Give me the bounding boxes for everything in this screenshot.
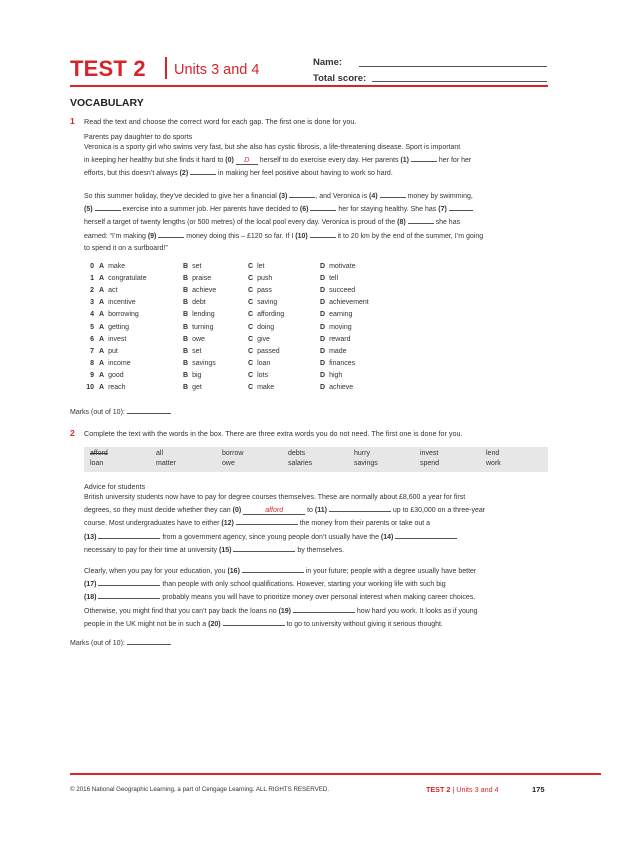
- title-divider: [165, 57, 167, 79]
- option-c[interactable]: [248, 275, 272, 282]
- option-letter: B: [183, 299, 189, 307]
- option-d[interactable]: [320, 275, 338, 282]
- answer-gap-16[interactable]: [242, 565, 304, 573]
- footer-rule: [70, 773, 601, 775]
- question-1-paragraph-2: So this summer holiday, they’ve decided to give her a financial (3) , and Veronica is (4) money by swimming, (5) exercise into a summer job. Her parents have decided to (6) her for staying healthy. She has (7) herself a target of twenty lengths (or 500 metres) of the local pool every day. Veronica is proud of the (8) she has earned: “I’m making (9) money doing this – £120 so far. If I (10) it to 20 km by the end of the summer, I’m going to spend it on a surfboard!”: [84, 190, 548, 255]
- option-d[interactable]: [320, 311, 352, 318]
- option-letter: B: [183, 347, 189, 355]
- question-1-paragraph-1: Veronica is a sporty girl who swims very fast, but she also has cystic fibrosis, a life-threatening disease. Sport is important in keeping her healthy but she finds it hard to (0) D herself to do exercise every day. Her parents (1) her for her efforts, but this doesn’t always (2) in making her feel positive about having to work so hard.: [84, 144, 472, 178]
- option-c[interactable]: [248, 336, 270, 343]
- option-word: good: [108, 371, 124, 379]
- option-d[interactable]: [320, 263, 356, 270]
- option-number: 1: [90, 275, 94, 283]
- option-row: [84, 372, 524, 384]
- option-letter: C: [248, 371, 254, 379]
- answer-gap-9[interactable]: [158, 230, 184, 238]
- option-a[interactable]: [99, 372, 124, 379]
- header-rule: [70, 85, 548, 87]
- option-b[interactable]: [183, 384, 202, 391]
- option-c[interactable]: [248, 299, 277, 306]
- option-c[interactable]: [248, 360, 270, 367]
- option-word: pass: [257, 287, 272, 295]
- word-box-item: all: [156, 450, 164, 457]
- word-box-item: owe: [222, 460, 235, 467]
- option-number: 4: [90, 311, 94, 319]
- answer-gap-8[interactable]: [408, 216, 434, 224]
- option-letter: C: [248, 384, 254, 391]
- answer-gap-2[interactable]: [190, 167, 216, 175]
- option-a[interactable]: [99, 263, 125, 270]
- option-letter: D: [320, 287, 326, 295]
- answer-gap-7[interactable]: [449, 203, 473, 211]
- option-letter: A: [99, 371, 105, 379]
- word-box-item: borrow: [222, 450, 244, 457]
- question-2-number: 2: [70, 428, 75, 438]
- answer-gap-15[interactable]: [233, 544, 295, 552]
- option-letter: D: [320, 299, 326, 307]
- option-letter: B: [183, 287, 189, 295]
- question-2-subheading: Advice for students: [84, 482, 146, 491]
- option-number: 10: [86, 384, 94, 391]
- option-d[interactable]: [320, 348, 347, 355]
- option-b[interactable]: [183, 299, 206, 306]
- option-row: [84, 287, 524, 299]
- answer-gap-18[interactable]: [98, 591, 160, 599]
- answer-gap-20[interactable]: [223, 618, 285, 626]
- word-box-item: lend: [486, 450, 500, 457]
- option-letter: C: [248, 287, 254, 295]
- option-row: [84, 324, 524, 336]
- answer-gap-6[interactable]: [310, 203, 336, 211]
- option-number: 9: [90, 371, 94, 379]
- option-d[interactable]: [320, 360, 355, 367]
- option-a[interactable]: [99, 360, 131, 367]
- option-letter: C: [248, 335, 254, 343]
- option-word: get: [192, 384, 202, 391]
- answer-gap-19[interactable]: [293, 605, 355, 613]
- option-letter: B: [183, 311, 189, 319]
- answer-gap-17[interactable]: [98, 578, 160, 586]
- option-word: put: [108, 347, 118, 355]
- option-row: [84, 336, 524, 348]
- total-score-field[interactable]: [372, 81, 547, 82]
- section-title: VOCABULARY: [70, 97, 144, 109]
- word-box-item: work: [486, 460, 501, 467]
- word-box-item: spend: [420, 460, 440, 467]
- option-letter: D: [320, 347, 326, 355]
- option-letter: A: [99, 384, 105, 391]
- option-word: saving: [257, 299, 278, 307]
- question-2-marks: Marks (out of 10):: [70, 638, 171, 647]
- option-word: moving: [329, 323, 352, 331]
- option-word: turning: [192, 323, 214, 331]
- option-number: 0: [90, 263, 94, 270]
- option-b[interactable]: [183, 360, 216, 367]
- option-word: praise: [192, 275, 212, 283]
- option-letter: B: [183, 323, 189, 331]
- option-c[interactable]: [248, 372, 268, 379]
- option-b[interactable]: [183, 372, 201, 379]
- option-word: income: [108, 359, 131, 367]
- option-word: reward: [329, 335, 351, 343]
- option-word: loan: [257, 359, 271, 367]
- option-letter: C: [248, 323, 254, 331]
- option-d[interactable]: [320, 299, 369, 306]
- option-letter: C: [248, 275, 254, 283]
- option-word: made: [329, 347, 347, 355]
- footer-copyright: © 2016 National Geographic Learning, a part of Cengage Learning. ALL RIGHTS RESERVED.: [70, 786, 330, 793]
- question-2-instruction: Complete the text with the words in the box. There are three extra words you do not need. The first one is done for you.: [84, 429, 463, 438]
- word-box-item: loan: [90, 460, 104, 467]
- option-word: reach: [108, 384, 126, 391]
- question-2-paragraph-2: Clearly, when you pay for your education, you (16) in your future; people with a degree usually have better (17) than people with only school qualifications. However, starting your working life with such big (18) probably means you will have to prioritize money over personal interest when making career choices. Otherwise, you might find that you can’t pay back the loans no (19) how hard you work. It looks as if young people in the UK might not be in such a (20) to go to university without giving it serious thought.: [84, 565, 548, 631]
- option-letter: A: [99, 323, 105, 331]
- option-c[interactable]: [248, 324, 274, 331]
- option-letter: A: [99, 263, 105, 270]
- option-word: make: [108, 263, 126, 270]
- option-c[interactable]: [248, 263, 264, 270]
- option-number: 6: [90, 335, 94, 343]
- option-word: set: [192, 263, 202, 270]
- option-letter: B: [183, 371, 189, 379]
- option-word: lending: [192, 311, 215, 319]
- option-letter: D: [320, 384, 326, 391]
- option-letter: D: [320, 323, 326, 331]
- option-number: 3: [90, 299, 94, 307]
- option-d[interactable]: [320, 336, 350, 343]
- option-word: high: [329, 371, 343, 379]
- option-b[interactable]: [183, 311, 215, 318]
- option-b[interactable]: [183, 263, 201, 270]
- option-d[interactable]: [320, 287, 355, 294]
- option-letter: B: [183, 335, 189, 343]
- word-box-item: hurry: [354, 450, 370, 457]
- option-letter: A: [99, 311, 105, 319]
- answer-gap-5[interactable]: [95, 203, 121, 211]
- option-row: [84, 360, 524, 372]
- option-a[interactable]: [99, 336, 126, 343]
- answer-gap-11[interactable]: [329, 504, 391, 512]
- option-letter: D: [320, 335, 326, 343]
- option-number: 2: [90, 287, 94, 295]
- option-word: let: [257, 263, 265, 270]
- answer-gap-4[interactable]: [380, 190, 406, 198]
- option-letter: C: [248, 359, 254, 367]
- option-b[interactable]: [183, 275, 211, 282]
- word-box-item: debts: [288, 450, 306, 457]
- option-a[interactable]: [99, 384, 126, 391]
- answer-gap-0-q2: afford: [243, 507, 305, 515]
- option-a[interactable]: [99, 275, 147, 282]
- option-word: make: [257, 384, 275, 391]
- option-word: savings: [192, 359, 216, 367]
- option-letter: A: [99, 275, 105, 283]
- option-number: 7: [90, 347, 94, 355]
- option-letter: D: [320, 311, 326, 319]
- units-title: Units 3 and 4: [174, 62, 260, 78]
- option-letter: D: [320, 263, 326, 270]
- option-a[interactable]: [99, 287, 117, 294]
- option-word: achievement: [329, 299, 369, 307]
- option-number: 5: [90, 323, 94, 331]
- option-word: getting: [108, 323, 130, 331]
- option-word: achieve: [192, 287, 217, 295]
- option-word: achieve: [329, 384, 354, 391]
- option-b[interactable]: [183, 348, 201, 355]
- word-box-item: salaries: [288, 460, 313, 467]
- answer-gap-0: D: [236, 157, 258, 165]
- option-letter: A: [99, 335, 105, 343]
- question-1-marks: Marks (out of 10):: [70, 407, 171, 416]
- option-letter: D: [320, 371, 326, 379]
- option-row: [84, 263, 524, 275]
- option-word: succeed: [329, 287, 356, 295]
- name-label: Name:: [313, 57, 343, 68]
- option-letter: A: [99, 347, 105, 355]
- option-word: debt: [192, 299, 206, 307]
- option-d[interactable]: [320, 384, 353, 391]
- option-word: lots: [257, 371, 268, 379]
- option-c[interactable]: [248, 348, 280, 355]
- question-2-marks-field[interactable]: [127, 638, 171, 645]
- option-letter: B: [183, 359, 189, 367]
- word-box: [84, 447, 548, 472]
- word-box-item: invest: [420, 450, 439, 457]
- option-word: act: [108, 287, 118, 295]
- option-letter: B: [183, 263, 189, 270]
- option-word: incentive: [108, 299, 136, 307]
- question-1-instruction: Read the text and choose the correct word for each gap. The first one is done for you.: [84, 117, 357, 126]
- option-word: borrowing: [108, 311, 139, 319]
- option-word: congratulate: [108, 275, 147, 283]
- option-letter: C: [248, 347, 254, 355]
- answer-gap-14[interactable]: [395, 531, 457, 539]
- option-letter: A: [99, 359, 105, 367]
- option-b[interactable]: [183, 287, 216, 294]
- word-box-item: afford: [90, 450, 108, 457]
- option-letter: D: [320, 275, 326, 283]
- option-letter: C: [248, 299, 254, 307]
- word-box-item: savings: [354, 460, 378, 467]
- option-letter: B: [183, 384, 189, 391]
- answer-gap-13[interactable]: [98, 531, 160, 539]
- question-1-marks-field[interactable]: [127, 407, 171, 414]
- question-1-subheading: Parents pay daughter to do sports: [84, 132, 193, 141]
- option-word: owe: [192, 335, 205, 343]
- question-1-number: 1: [70, 116, 75, 126]
- option-letter: D: [320, 359, 326, 367]
- option-letter: C: [248, 311, 254, 319]
- option-letter: B: [183, 275, 189, 283]
- option-c[interactable]: [248, 384, 274, 391]
- answer-gap-10[interactable]: [310, 230, 336, 238]
- option-row: [84, 275, 524, 287]
- option-a[interactable]: [99, 299, 136, 306]
- option-word: doing: [257, 323, 275, 331]
- page-number: 175: [532, 785, 545, 794]
- option-word: finances: [329, 359, 356, 367]
- option-a[interactable]: [99, 311, 139, 318]
- name-field[interactable]: [359, 66, 547, 67]
- option-row: [84, 311, 524, 323]
- option-word: tell: [329, 275, 339, 283]
- total-score-label: Total score:: [313, 73, 367, 84]
- question-2-paragraph-1: British university students now have to pay for degree courses themselves. These are normally about £8,600 a year for first degrees, so they must decide whether they can (0) afford to (11) up to £30,000 on a three-year course. Most undergraduates have to either (12) the money from their parents or take out a (13) from a government agency, since young people don’t usually have the (14) necessary to pay for their time at university (15) by themselves.: [84, 494, 486, 554]
- test-title: TEST 2: [70, 56, 146, 81]
- option-a[interactable]: [99, 324, 129, 331]
- option-word: push: [257, 275, 273, 283]
- option-d[interactable]: [320, 324, 352, 331]
- option-d[interactable]: [320, 372, 342, 379]
- option-row: [84, 384, 524, 396]
- option-a[interactable]: [99, 348, 118, 355]
- option-letter: A: [99, 299, 105, 307]
- option-c[interactable]: [248, 287, 272, 294]
- option-c[interactable]: [248, 311, 284, 318]
- option-row: [84, 348, 524, 360]
- option-word: passed: [257, 347, 280, 355]
- answer-gap-3[interactable]: [289, 190, 315, 198]
- option-word: big: [192, 371, 202, 379]
- option-word: give: [257, 335, 270, 343]
- answer-gap-1[interactable]: [411, 154, 437, 162]
- option-letter: A: [99, 287, 105, 295]
- option-word: motivate: [329, 263, 356, 270]
- option-word: invest: [108, 335, 127, 343]
- option-letter: C: [248, 263, 254, 270]
- option-word: earning: [329, 311, 353, 319]
- option-number: 8: [90, 359, 94, 367]
- option-b[interactable]: [183, 324, 213, 331]
- option-word: affording: [257, 311, 285, 319]
- option-word: set: [192, 347, 202, 355]
- footer-test-label: TEST 2 | Units 3 and 4: [426, 785, 499, 794]
- option-row: [84, 299, 524, 311]
- answer-gap-12[interactable]: [236, 517, 298, 525]
- word-box-item: matter: [156, 460, 176, 467]
- option-b[interactable]: [183, 336, 205, 343]
